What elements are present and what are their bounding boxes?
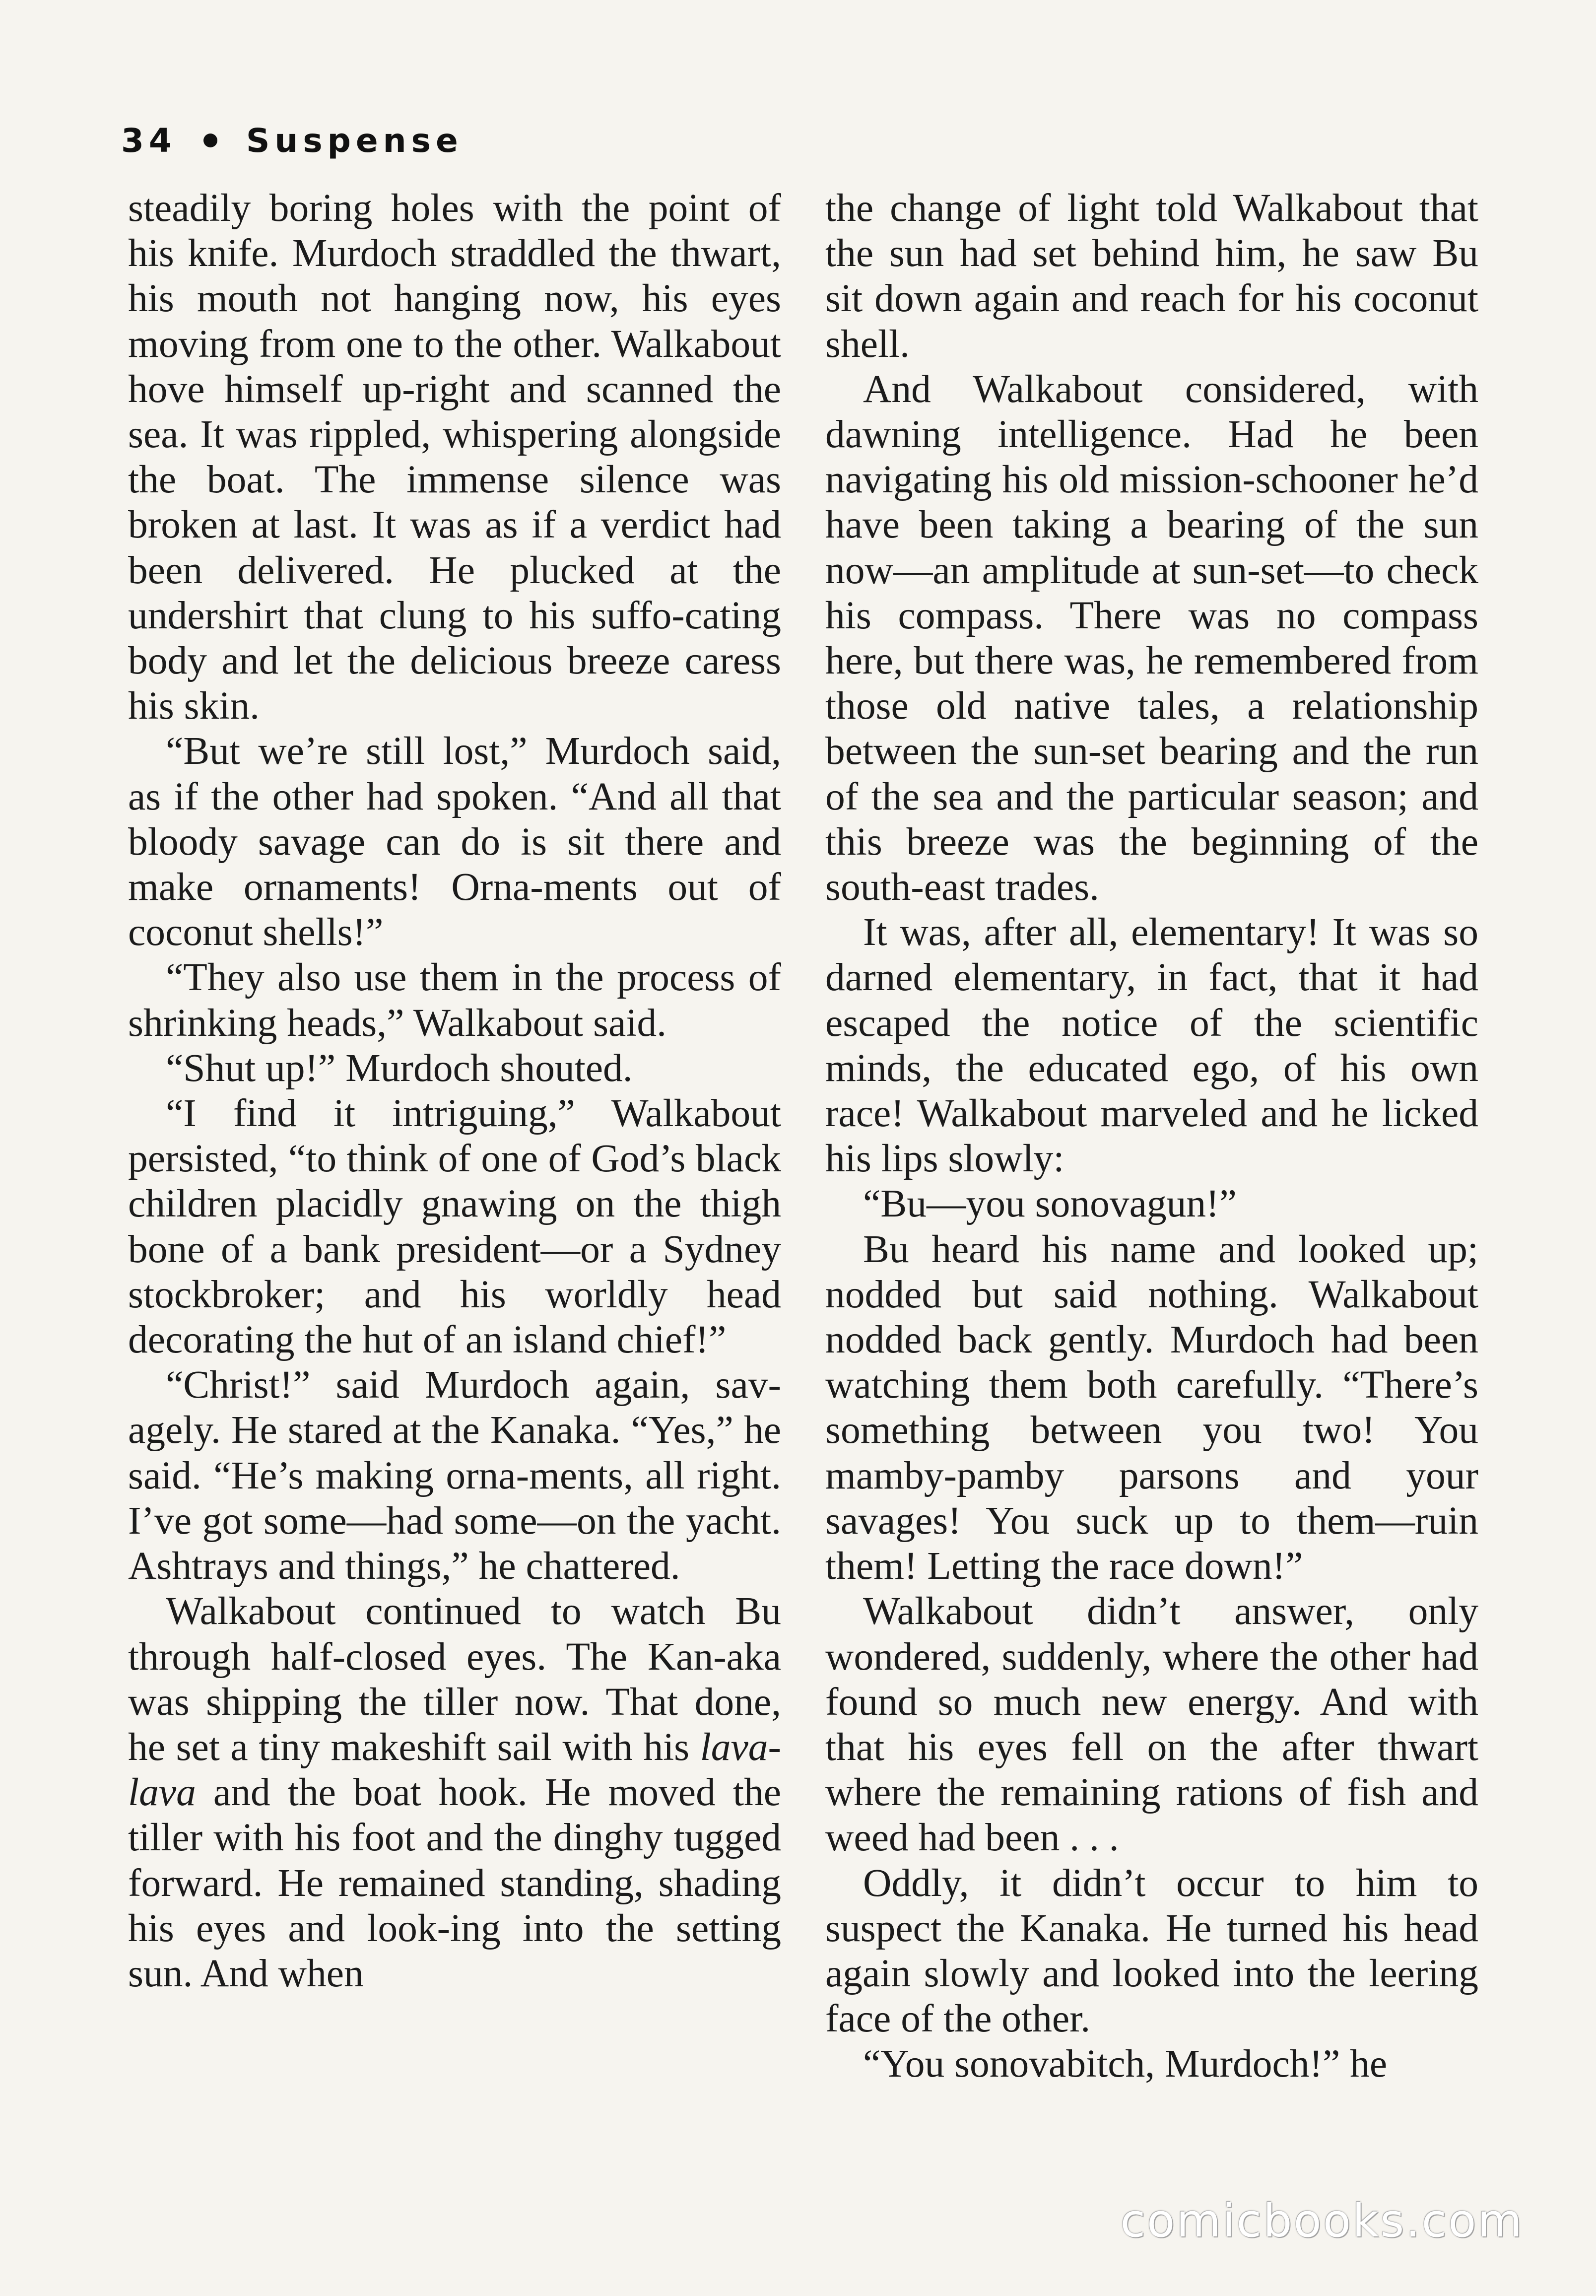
paragraph — [825, 1589, 1478, 1860]
text-run: “Bu—you sonovagun!” — [863, 1182, 1237, 1226]
paragraph — [128, 729, 781, 955]
site-watermark: comicbooks.com — [1120, 2194, 1524, 2247]
magazine-title: Suspense — [246, 121, 463, 160]
paragraph — [128, 1091, 781, 1362]
paragraph — [825, 1227, 1478, 1589]
text-run: “Shut up!” Murdoch shouted. — [166, 1046, 633, 1090]
paragraph — [825, 1181, 1478, 1226]
text-run: Bu heard his name and looked up; nodded but said nothing. Walkabout nodded back gently. Murdoch had been watching them both carefully. “There’s something between you two! You mamby-pamby parsons and your savages! You suck up to them—ruin them! Letting the race down!” — [825, 1227, 1478, 1588]
paragraph — [825, 2041, 1478, 2087]
text-run: It was, after all, elementary! It was so darned elementary, in fact, that it had escaped the notice of the scientific minds, the educated ego, of his own race! Walkabout marveled and he licked his lips slowly: — [825, 910, 1478, 1181]
left-text-column — [128, 186, 781, 1996]
text-run: Oddly, it didn’t occur to him to suspect the Kanaka. He turned his head again slowly and looked into the leering face of the other. — [825, 1861, 1478, 2041]
text-run: and the boat hook. He moved the tiller with his foot and the dinghy tugged forward. He remained standing, shading his eyes and look-ing into the setting sun. And when — [128, 1770, 781, 1995]
text-run: Walkabout didn’t answer, only wondered, suddenly, where the other had found so much new energy. And with that his eyes fell on the after thwart where the remaining rations of fish and weed had been . . . — [825, 1589, 1478, 1860]
page-header — [121, 113, 463, 168]
paragraph — [128, 1362, 781, 1589]
text-run: “Christ!” said Murdoch again, sav-agely. He stared at the Kanaka. “Yes,” he said. “He’s making orna-ments, all right. I’ve got some—had some—on the yacht. Ashtrays and things,” he chattered. — [128, 1363, 781, 1588]
paragraph — [128, 186, 781, 729]
page-number: 34 — [121, 121, 177, 160]
italic-phrase: lava-lava — [128, 1725, 781, 1815]
text-run: the change of light told Walkabout that the sun had set behind him, he saw Bu sit down again and reach for his coconut shell. — [825, 186, 1478, 366]
paragraph — [825, 910, 1478, 1181]
paragraph — [825, 367, 1478, 910]
paragraph — [825, 1861, 1478, 2042]
right-text-column — [825, 186, 1478, 2087]
bullet-dot-icon — [203, 134, 217, 147]
text-run: And Walkabout considered, with dawning intelligence. Had he been navigating his old mission-schooner he’d have been taking a bearing of the sun now—an amplitude at sun-set—to check his compass. There was no compass here, but there was, he remembered from those old native tales, a relationship between the sun-set bearing and the run of the sea and the particular season; and this breeze was the beginning of the south-east trades. — [825, 367, 1478, 909]
text-run: “They also use them in the process of shrinking heads,” Walkabout said. — [128, 955, 781, 1045]
paragraph — [128, 1589, 781, 1996]
paragraph — [128, 1046, 781, 1091]
text-run: “I find it intriguing,” Walkabout persisted, “to think of one of God’s black children placidly gnawing on the thigh bone of a bank president—or a Sydney stockbroker; and his worldly head decorating the hut of an island chief!” — [128, 1091, 781, 1362]
text-run: “But we’re still lost,” Murdoch said, as if the other had spoken. “And all that bloody savage can do is sit there and make ornaments! Orna-ments out of coconut shells!” — [128, 729, 781, 954]
text-run: steadily boring holes with the point of his knife. Murdoch straddled the thwart, his mouth not hanging now, his eyes moving from one to the other. Walkabout hove himself up-right and scanned the sea. It was rippled, whispering alongside the boat. The immense silence was broken at last. It was as if a verdict had been delivered. He plucked at the undershirt that clung to his suffo-cating body and let the delicious breeze caress his skin. — [128, 186, 781, 728]
text-run: Walkabout continued to watch Bu through half-closed eyes. The Kan-aka was shipping the tiller now. That done, he set a tiny makeshift sail with his — [128, 1589, 781, 1769]
text-run: “You sonovabitch, Murdoch!” he — [863, 2042, 1388, 2086]
paragraph — [128, 955, 781, 1045]
paragraph — [825, 186, 1478, 367]
